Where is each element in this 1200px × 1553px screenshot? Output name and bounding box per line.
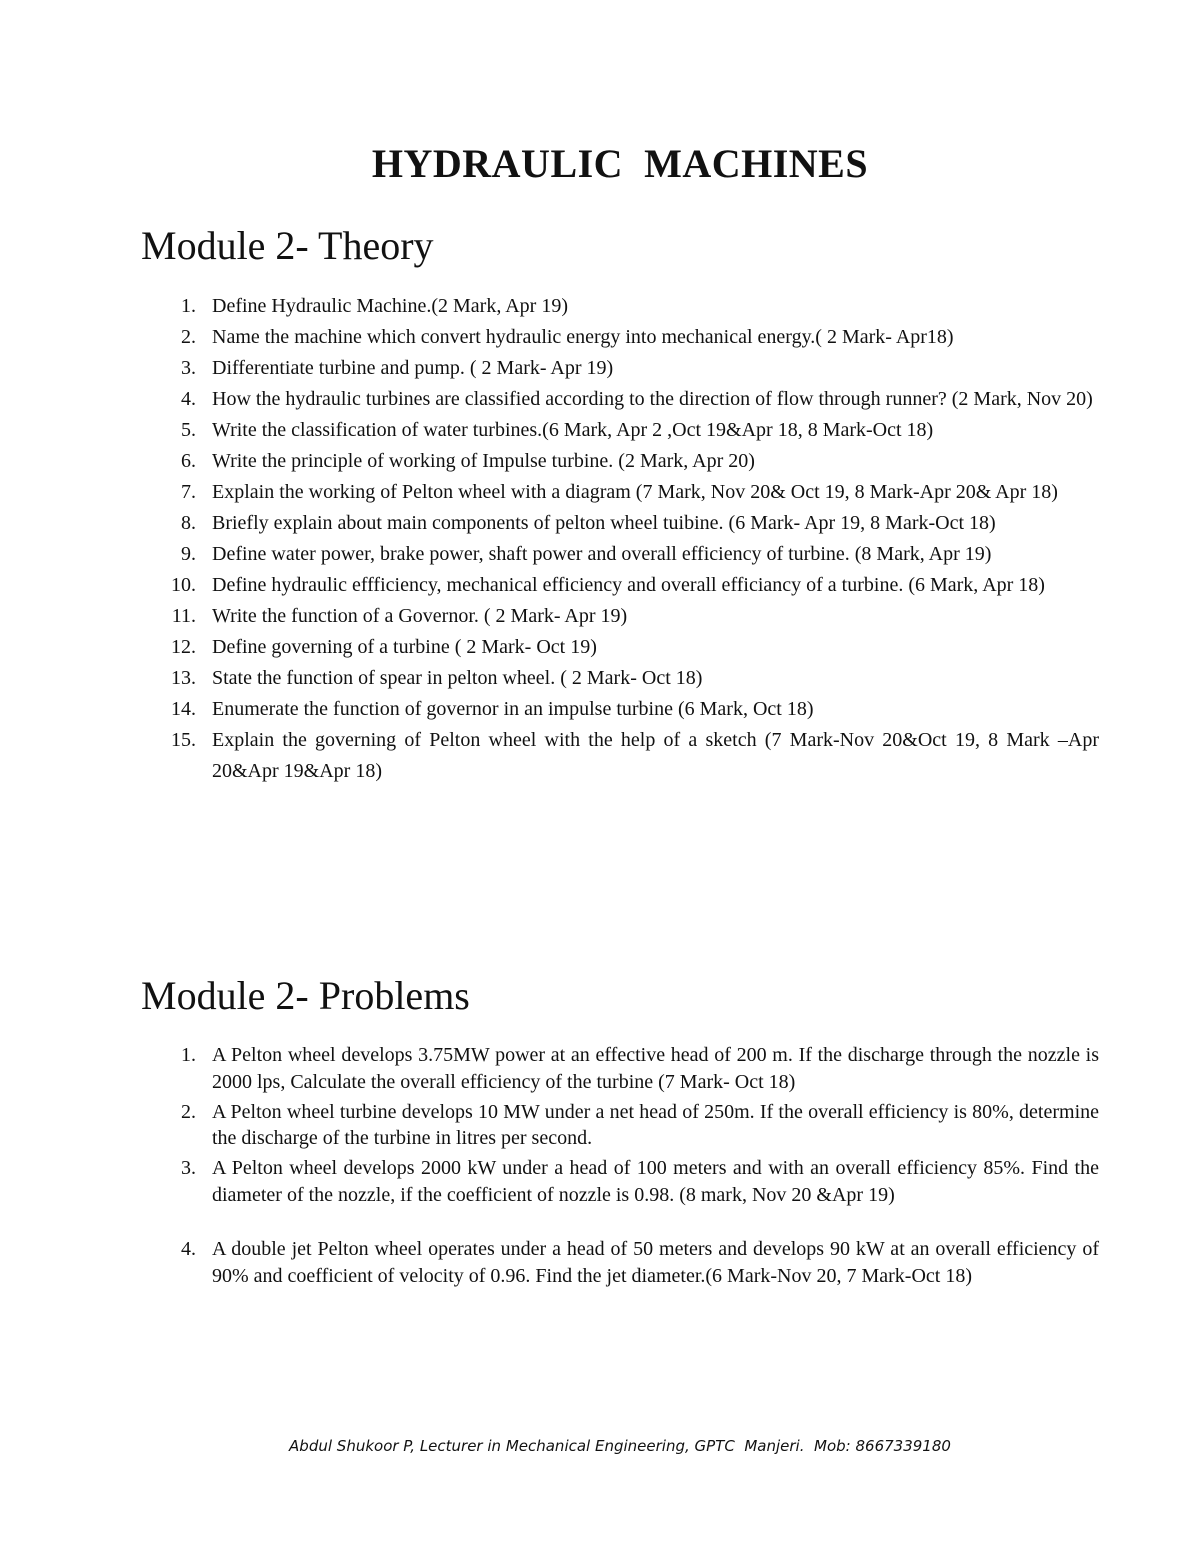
- item-text: A double jet Pelton wheel operates under a head of 50 meters and develops 90 kW at an overall efficiency of 90% and coefficient of velocity of 0.96. Find the jet diameter.(6 Mark-Nov 20, 7 Mark-Oct 18): [212, 1238, 1099, 1287]
- list-item: [141, 446, 1099, 477]
- list-item: [141, 539, 1099, 570]
- item-text: Briefly explain about main components of pelton wheel tuibine. (6 Mark- Apr 19, 8 Mark-Oct 18): [212, 512, 996, 534]
- problems-question-list: [141, 1042, 1099, 1293]
- item-number: 1.: [181, 295, 196, 317]
- list-item: [141, 291, 1099, 322]
- item-number: 3.: [181, 357, 196, 379]
- theory-question-list: [141, 291, 1099, 787]
- item-number: 2.: [181, 1100, 196, 1123]
- item-number: 14.: [171, 698, 196, 720]
- list-item: [141, 384, 1099, 415]
- item-number: 12.: [171, 636, 196, 658]
- item-number: 2.: [181, 326, 196, 348]
- list-item: [141, 322, 1099, 353]
- theory-heading: Module 2- Theory: [141, 223, 434, 268]
- list-item: [141, 508, 1099, 539]
- list-item: [141, 632, 1099, 663]
- item-text: A Pelton wheel develops 2000 kW under a head of 100 meters and with an overall efficiency 85%. Find the diameter of the nozzle, if the coefficient of nozzle is 0.98. (8 mark, Nov 20 &Apr 19): [212, 1157, 1099, 1206]
- item-number: 6.: [181, 450, 196, 472]
- item-text: Define Hydraulic Machine.(2 Mark, Apr 19): [212, 295, 568, 317]
- item-text: Define governing of a turbine ( 2 Mark- Oct 19): [212, 636, 597, 658]
- list-item: [141, 1236, 1099, 1289]
- item-text: Write the function of a Governor. ( 2 Mark- Apr 19): [212, 605, 628, 627]
- item-text: Explain the working of Pelton wheel with a diagram (7 Mark, Nov 20& Oct 19, 8 Mark-Apr 20& Apr 18): [212, 481, 1058, 503]
- item-number: 3.: [181, 1157, 196, 1179]
- list-item: [141, 477, 1099, 508]
- item-number: 4.: [181, 388, 196, 410]
- item-number: 10.: [171, 574, 196, 596]
- document-title: HYDRAULIC MACHINES: [371, 141, 869, 186]
- list-item: [141, 353, 1099, 384]
- item-number: 7.: [181, 481, 196, 503]
- item-text: A Pelton wheel turbine develops 10 MW under a net head of 250m. If the overall efficiency is 80%, determine the discharge of the turbine in litres per second.: [212, 1100, 1099, 1149]
- list-item: [141, 415, 1099, 446]
- list-item: [141, 1042, 1099, 1095]
- item-number: 8.: [181, 512, 196, 534]
- item-text: Define hydraulic effficiency, mechanical efficiency and overall efficiancy of a turbine. (6 Mark, Apr 18): [212, 574, 1045, 596]
- item-text: State the function of spear in pelton wheel. ( 2 Mark- Oct 18): [212, 667, 703, 689]
- item-number: 1.: [181, 1044, 196, 1066]
- page-footer: Abdul Shukoor P, Lecturer in Mechanical Engineering, GPTC Manjeri. Mob: 8667339180: [289, 1437, 951, 1455]
- item-number: 11.: [171, 605, 196, 627]
- item-text: Name the machine which convert hydraulic energy into mechanical energy.( 2 Mark- Apr18): [212, 326, 954, 348]
- item-number: 5.: [181, 419, 196, 441]
- item-text: Explain the governing of Pelton wheel with the help of a sketch (7 Mark-Nov 20&Oct 19, 8 Mark –Apr 20&Apr 19&Apr 18): [212, 729, 1099, 782]
- item-number: 9.: [181, 543, 196, 565]
- item-number: 13.: [171, 667, 196, 689]
- item-text: Differentiate turbine and pump. ( 2 Mark- Apr 19): [212, 357, 614, 379]
- item-text: How the hydraulic turbines are classified according to the direction of flow through runner? (2 Mark, Nov 20): [212, 388, 1093, 410]
- list-item: [141, 1155, 1099, 1208]
- list-item: [141, 1099, 1099, 1152]
- item-text: A Pelton wheel develops 3.75MW power at an effective head of 200 m. If the discharge through the nozzle is 2000 lps, Calculate the overall efficiency of the turbine (7 Mark- Oct 18): [212, 1044, 1099, 1093]
- item-text: Enumerate the function of governor in an impulse turbine (6 Mark, Oct 18): [212, 698, 814, 720]
- list-item: [141, 570, 1099, 601]
- item-number: 15.: [171, 729, 196, 751]
- list-item: [141, 601, 1099, 632]
- item-text: Write the principle of working of Impulse turbine. (2 Mark, Apr 20): [212, 450, 755, 472]
- list-item: [141, 725, 1099, 787]
- item-text: Define water power, brake power, shaft power and overall efficiency of turbine. (8 Mark, Apr 19): [212, 543, 992, 565]
- list-item: [141, 694, 1099, 725]
- problems-heading: Module 2- Problems: [141, 973, 470, 1018]
- item-number: 4.: [181, 1238, 196, 1260]
- item-text: Write the classification of water turbines.(6 Mark, Apr 2 ,Oct 19&Apr 18, 8 Mark-Oct 18): [212, 419, 934, 441]
- list-item: [141, 663, 1099, 694]
